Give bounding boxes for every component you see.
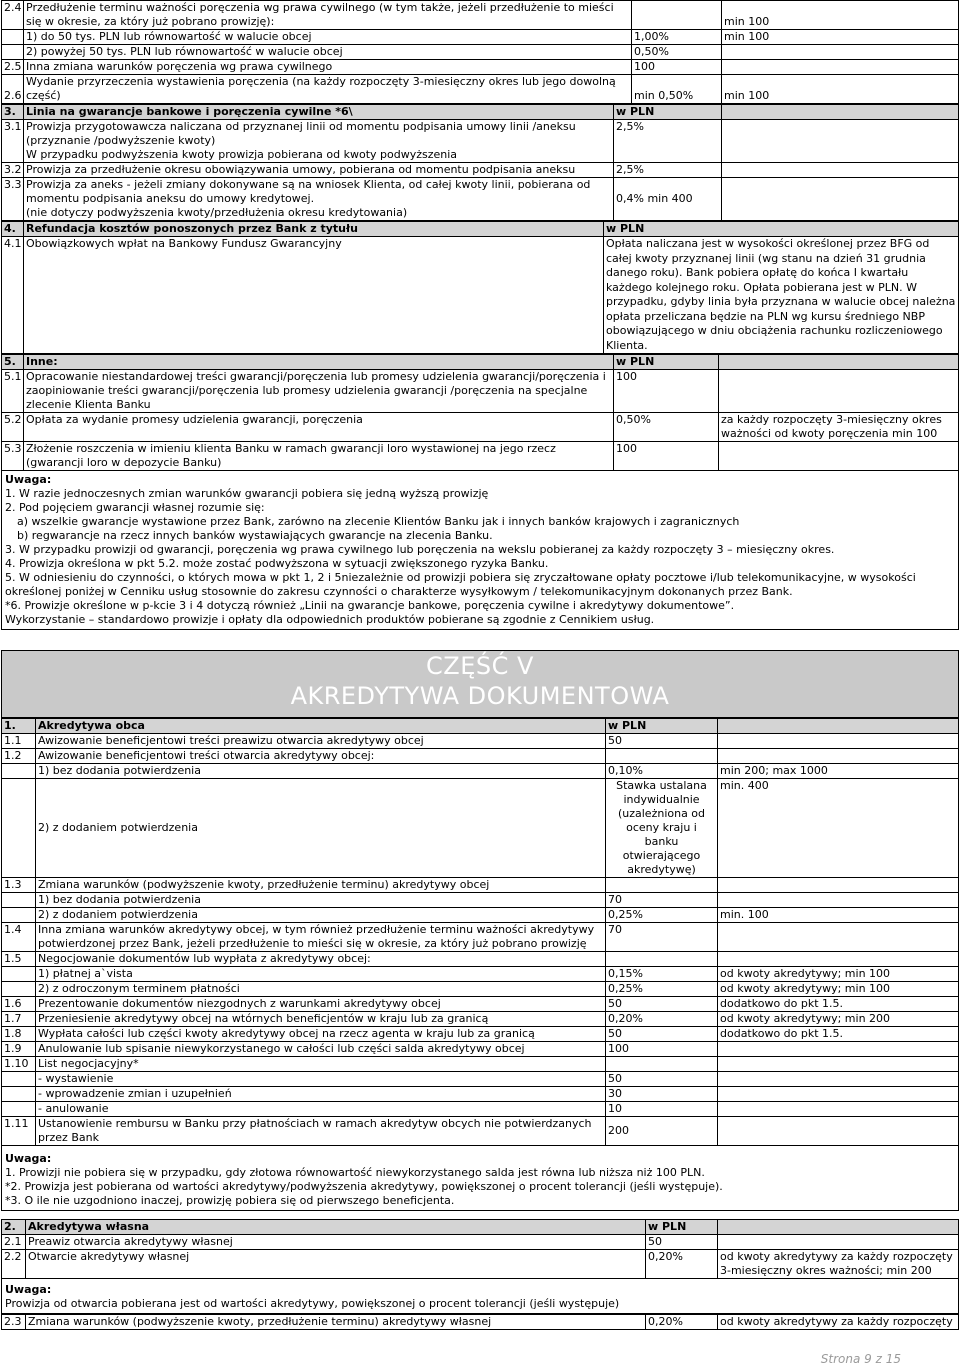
section-number: 5. — [2, 355, 24, 370]
table-row — [2, 982, 959, 997]
row-text: 2) z dodaniem potwierdzenia — [36, 908, 606, 923]
row-text: 1) bez dodania potwierdzenia — [36, 893, 606, 908]
banner-line-2: AKREDYTYWA DOKUMENTOWA — [290, 682, 670, 710]
row-note: dodatkowo do pkt 1.5. — [718, 997, 959, 1012]
row-value: 100 — [614, 370, 719, 413]
row-note — [722, 163, 959, 178]
row-value: 70 — [606, 893, 718, 908]
table-row — [2, 1072, 959, 1087]
row-number: 1.4 — [2, 923, 36, 952]
section-unit: w PLN — [606, 719, 718, 734]
akredytywa-wlasna-last-row — [1, 1314, 959, 1330]
row-value: 2,5% — [614, 120, 722, 163]
table-row — [2, 1012, 959, 1027]
row-text: Ustanowienie rembursu w Banku przy płatnościach w ramach akredytyw obcych nie potwierdzanych przez Bank — [36, 1117, 606, 1146]
row-number — [2, 45, 24, 60]
table-row — [2, 764, 959, 779]
table-row — [2, 893, 959, 908]
fee-table-part-2 — [1, 0, 959, 104]
section-number: 2. — [2, 1220, 26, 1235]
row-text: - wprowadzenie zmian i uzupełnień — [36, 1087, 606, 1102]
akredytywa-obca-table — [1, 718, 959, 1146]
note-line: 2. Pod pojęciem gwarancji własnej rozumie się: — [5, 501, 265, 514]
row-number — [2, 1087, 36, 1102]
row-text: 2) z dodaniem potwierdzenia — [36, 779, 606, 878]
table-row — [2, 178, 959, 221]
row-number: 1.11 — [2, 1117, 36, 1146]
section-title: Refundacja kosztów ponoszonych przez Bank z tytułu — [24, 222, 604, 237]
row-value — [606, 952, 718, 967]
section-unit: w PLN — [614, 105, 722, 120]
table-row — [2, 1027, 959, 1042]
table-row — [2, 413, 959, 442]
row-number: 1.7 — [2, 1012, 36, 1027]
row-value: 50 — [606, 734, 718, 749]
note-line: 4. Prowizja określona w pkt 5.2. może zostać podwyższona w sytuacji zwiększonego ryzyka Banku. — [5, 557, 549, 570]
row-note — [718, 923, 959, 952]
row-value: 0,25% — [606, 908, 718, 923]
row-number: 1.1 — [2, 734, 36, 749]
row-text: Otwarcie akredytywy własnej — [26, 1250, 646, 1279]
row-value: Opłata naliczana jest w wysokości określonej przez BFG od całej kwoty przyznanej linii (wg stanu na dzień 31 grudnia danego roku). Bank pobiera opłatę do końca I kwartału każdego kolejnego roku. Opłata pobierana jest w PLN. W przypadku, gdyby linia była przyznana w walucie obcej należna opłata przeliczana będzie na PLN wg kursu średniego NBP obowiązującego w dniu obciążenia rachunku rozliczeniowego Klienta. — [604, 237, 959, 354]
table-row — [2, 923, 959, 952]
row-value: 70 — [606, 923, 718, 952]
row-text: 1) płatnej a`vista — [36, 967, 606, 982]
row-number: 1.2 — [2, 749, 36, 764]
note-line: *2. Prowizja jest pobierana od wartości akredytywy/podwyższenia akredytywy, powiększonej o procent tolerancji (jeśli występuje). — [5, 1180, 723, 1193]
row-number — [2, 893, 36, 908]
note-line: a) wszelkie gwarancje wystawione przez Bank, zarówno na zlecenie Klientów Banku jak i innych banków krajowych i zagranicznych — [17, 515, 740, 528]
row-value: 0,50% — [632, 45, 722, 60]
row-value: 0,15% — [606, 967, 718, 982]
row-text: 1) bez dodania potwierdzenia — [36, 764, 606, 779]
table-row — [2, 45, 959, 60]
row-value: 0,4% min 400 — [614, 178, 722, 221]
table-row — [2, 1235, 959, 1250]
row-text: Przedłużenie terminu ważności poręczenia wg prawa cywilnego (w tym także, jeżeli przedłużenie to mieści się w okresie, za który już pobrano prowizję): — [24, 1, 632, 30]
section-number: 3. — [2, 105, 24, 120]
row-value: 0,20% — [646, 1315, 718, 1330]
table-row — [2, 908, 959, 923]
table-row — [2, 749, 959, 764]
row-note — [718, 952, 959, 967]
row-note: od kwoty akredytywy; min 100 — [718, 967, 959, 982]
row-text-cell — [24, 163, 614, 178]
row-value: 200 — [606, 1117, 718, 1146]
row-number — [2, 779, 36, 878]
section-4-table — [1, 221, 959, 354]
row-note — [718, 1087, 959, 1102]
note-line: 1. W razie jednoczesnych zmian warunków gwarancji pobiera się jedną wyższą prowizję — [5, 487, 489, 500]
table-row — [2, 120, 959, 163]
row-value — [632, 1, 722, 30]
notes-heading: Uwaga: — [5, 1283, 52, 1296]
section-5-table — [1, 354, 959, 471]
row-text: Zmiana warunków (podwyższenie kwoty, przedłużenie terminu) akredytywy własnej — [26, 1315, 646, 1330]
banner-line-1: CZĘŚĆ V — [426, 652, 534, 680]
row-text: Opłata za wydanie promesy udzielenia gwarancji, poręczenia — [24, 413, 614, 442]
row-number — [2, 1102, 36, 1117]
table-row — [2, 967, 959, 982]
note-line: *3. O ile nie uzgodniono inaczej, prowizję pobiera się od pierwszego beneficjenta. — [5, 1194, 455, 1207]
row-number: 2.2 — [2, 1250, 26, 1279]
table-row — [2, 163, 959, 178]
row-text: List negocjacyjny* — [36, 1057, 606, 1072]
row-number: 5.3 — [2, 442, 24, 471]
row-note — [722, 60, 959, 75]
table-row — [2, 779, 959, 878]
row-value: 0,20% — [606, 1012, 718, 1027]
row-note: od kwoty akredytywy; min 100 — [718, 982, 959, 997]
row-note — [722, 45, 959, 60]
row-text: Zmiana warunków (podwyższenie kwoty, przedłużenie terminu) akredytywy obcej — [36, 878, 606, 893]
table-row — [2, 1087, 959, 1102]
page-footer: Strona 9 z 15 — [820, 1352, 901, 1366]
table-row — [2, 952, 959, 967]
row-note: od kwoty akredytywy za każdy rozpoczęty — [718, 1315, 959, 1330]
table-row — [2, 1102, 959, 1117]
row-note: min 200; max 1000 — [718, 764, 959, 779]
row-number: 2.6 — [2, 75, 24, 104]
row-number — [2, 982, 36, 997]
row-text: Prowizja przygotowawcza naliczana od przyznanej linii od momentu podpisania umowy linii /aneksu (przyznanie /podwyższenie kwoty) — [26, 120, 576, 147]
section-unit: w PLN — [646, 1220, 718, 1235]
table-row — [2, 75, 959, 104]
row-text-extra: (nie dotyczy podwyższenia kwoty/przedłużenia okresu kredytowania) — [26, 206, 408, 219]
notes-block-1 — [1, 471, 959, 630]
row-text: - anulowanie — [36, 1102, 606, 1117]
notes-heading: Uwaga: — [5, 1152, 52, 1165]
row-number: 3.2 — [2, 163, 24, 178]
row-note: dodatkowo do pkt 1.5. — [718, 1027, 959, 1042]
row-value: 0,50% — [614, 413, 719, 442]
row-note — [718, 878, 959, 893]
row-number: 5.2 — [2, 413, 24, 442]
row-text: Awizowanie beneficjentowi treści preawizu otwarcia akredytywy obcej — [36, 734, 606, 749]
row-value — [606, 878, 718, 893]
section-number: 1. — [2, 719, 36, 734]
note-line: 5. W odniesieniu do czynności, o których mowa w pkt 1, 2 i 5niezależnie od prowizji pobiera się zryczałtowane opłaty pocztowe i/lub telekomunikacyjne, w wysokości określonej poniżej w Cenniku usług stosownie do zakresu czynności o charakterze wysyłkowym / telekomunikacyjnym dokonanych przez Bank. — [5, 571, 916, 598]
row-number: 1.10 — [2, 1057, 36, 1072]
row-note — [719, 370, 959, 413]
row-note — [718, 1235, 959, 1250]
note-line: *6. Prowizje określone w p-kcie 3 i 4 dotyczą również „Linii na gwarancje bankowe, poręczenia cywilne i akredytywy dokumentowe”. — [5, 599, 735, 612]
row-value: 30 — [606, 1087, 718, 1102]
row-number: 2.5 — [2, 60, 24, 75]
row-text: Prowizja za przedłużenie okresu obowiązywania umowy, pobierana od momentu podpisania aneksu — [26, 163, 576, 176]
row-text: Anulowanie lub spisanie niewykorzystanego w całości lub części salda akredytywy obcej — [36, 1042, 606, 1057]
row-number: 1.5 — [2, 952, 36, 967]
row-value: 2,5% — [614, 163, 722, 178]
section-title: Akredytywa własna — [26, 1220, 646, 1235]
table-row — [2, 1057, 959, 1072]
row-text: Opracowanie niestandardowej treści gwarancji/poręczenia lub promesy udzielenia gwarancji/poręczenia i zaopiniowanie treści gwarancji/poręczenia lub promesy udzielenia gwarancji /poręczenia na specjalne zlecenie Klienta Banku — [24, 370, 614, 413]
row-note — [722, 120, 959, 163]
row-text-cell — [24, 178, 614, 221]
row-note: min. 400 — [718, 779, 959, 878]
table-row — [2, 1117, 959, 1146]
table-row — [2, 997, 959, 1012]
row-text-extra: W przypadku podwyższenia kwoty prowizja pobierana od kwoty podwyższenia — [26, 148, 458, 161]
table-row — [2, 878, 959, 893]
section-title: Akredytywa obca — [36, 719, 606, 734]
row-value: 0,20% — [646, 1250, 718, 1279]
table-row — [2, 1042, 959, 1057]
row-text: 2) powyżej 50 tys. PLN lub równowartość w walucie obcej — [24, 45, 632, 60]
row-note: min 100 — [722, 30, 959, 45]
row-number — [2, 764, 36, 779]
row-note: min. 100 — [718, 908, 959, 923]
section-unit: w PLN — [614, 355, 719, 370]
row-note — [718, 749, 959, 764]
row-number: 2.4 — [2, 1, 24, 30]
row-number: 4.1 — [2, 237, 24, 354]
row-number: 1.3 — [2, 878, 36, 893]
row-value: 1,00% — [632, 30, 722, 45]
row-note — [718, 1117, 959, 1146]
row-number — [2, 967, 36, 982]
section-3-table — [1, 104, 959, 221]
row-text: Przeniesienie akredytywy obcej na wtórnych beneficjentów w kraju lub za granicą — [36, 1012, 606, 1027]
note-line: 1. Prowizji nie pobiera się w przypadku, gdy złotowa równowartość niewykorzystanego salda jest równa lub niższa niż 100 PLN. — [5, 1166, 705, 1179]
row-number: 1.6 — [2, 997, 36, 1012]
table-row — [2, 60, 959, 75]
row-note: min 100 — [722, 75, 959, 104]
row-number — [2, 1072, 36, 1087]
table-row — [2, 1315, 959, 1330]
row-text: Wydanie przyrzeczenia wystawienia poręczenia (na każdy rozpoczęty 3-miesięczny okres lub jego dowolną część) — [24, 75, 632, 104]
row-note — [722, 178, 959, 221]
row-note — [718, 734, 959, 749]
row-text: Inna zmiana warunków poręczenia wg prawa cywilnego — [24, 60, 632, 75]
row-number: 5.1 — [2, 370, 24, 413]
row-value: Stawka ustalana indywidualnie (uzależniona od oceny kraju i banku otwierającego akredytywę) — [606, 779, 718, 878]
row-text: Awizowanie beneficjentowi treści otwarcia akredytywy obcej: — [36, 749, 606, 764]
row-note — [719, 442, 959, 471]
row-text: Wypłata całości lub części kwoty akredytywy obcej na rzecz agenta w kraju lub za granicą — [36, 1027, 606, 1042]
row-number — [2, 908, 36, 923]
row-value: 100 — [632, 60, 722, 75]
table-row — [2, 1, 959, 30]
table-row — [2, 442, 959, 471]
document-page — [1, 0, 959, 1366]
row-value: 50 — [646, 1235, 718, 1250]
table-row — [2, 30, 959, 45]
row-number: 2.1 — [2, 1235, 26, 1250]
table-row — [2, 1250, 959, 1279]
row-value — [606, 1057, 718, 1072]
row-value: 10 — [606, 1102, 718, 1117]
row-text: Prowizja za aneks - jeżeli zmiany dokonywane są na wniosek Klienta, od całej kwoty linii, pobierana od momentu podpisania aneksu do umowy kredytowej. — [26, 178, 591, 205]
row-note: od kwoty akredytywy za każdy rozpoczęty 3-miesięczny okres ważności; min 200 — [718, 1250, 959, 1279]
note-line: b) regwarancje na rzecz innych banków wystawiających gwarancje na zlecenia Banku. — [17, 529, 493, 542]
note-line: Prowizja od otwarcia pobierana jest od wartości akredytywy, powiększonej o procent tolerancji (jeśli występuje) — [5, 1297, 620, 1310]
row-number: 1.8 — [2, 1027, 36, 1042]
section-title: Linia na gwarancje bankowe i poręczenia cywilne *6\ — [24, 105, 614, 120]
row-value: 50 — [606, 997, 718, 1012]
row-text: Obowiązkowych wpłat na Bankowy Fundusz Gwarancyjny — [24, 237, 604, 354]
section-number: 4. — [2, 222, 24, 237]
row-text: 2) z odroczonym terminem płatności — [36, 982, 606, 997]
note-line: Wykorzystanie – standardowo prowizje i opłaty dla odpowiednich produktów pobierane są zgodnie z Cennikiem usług. — [5, 613, 655, 626]
row-text: Inna zmiana warunków akredytywy obcej, w tym również przedłużenie terminu ważności akredytywy potwierdzonej przez Bank, jeżeli przedłużenie to mieści się w okresie, za który już pobrano prowizję — [36, 923, 606, 952]
row-text: 1) do 50 tys. PLN lub równowartość w walucie obcej — [24, 30, 632, 45]
row-number — [2, 30, 24, 45]
note-line: 3. W przypadku prowizji od gwarancji, poręczenia wg prawa cywilnego lub poręczenia na wekslu pobieranej za każdy rozpoczęty 3 – miesięczny okres. — [5, 543, 835, 556]
row-value: 100 — [614, 442, 719, 471]
section-title: Inne: — [24, 355, 614, 370]
row-value: 0,25% — [606, 982, 718, 997]
row-value: min 0,50% — [632, 75, 722, 104]
row-text: Złożenie roszczenia w imieniu klienta Banku w ramach gwarancji loro wystawionej na jego rzecz (gwarancji loro w depozycie Banku) — [24, 442, 614, 471]
row-note: min 100 — [722, 1, 959, 30]
row-note: za każdy rozpoczęty 3-miesięczny okres ważności od kwoty poręczenia min 100 — [719, 413, 959, 442]
row-note — [718, 1102, 959, 1117]
row-text: Negocjowanie dokumentów lub wypłata z akredytywy obcej: — [36, 952, 606, 967]
row-note — [718, 893, 959, 908]
notes-block-2 — [1, 1146, 959, 1211]
row-value: 50 — [606, 1072, 718, 1087]
part-v-banner — [1, 650, 959, 718]
row-number: 2.3 — [2, 1315, 26, 1330]
row-note — [718, 1072, 959, 1087]
table-row — [2, 370, 959, 413]
row-note: od kwoty akredytywy; min 200 — [718, 1012, 959, 1027]
table-row — [2, 734, 959, 749]
row-number: 1.9 — [2, 1042, 36, 1057]
section-unit: w PLN — [604, 222, 959, 237]
row-value: 0,10% — [606, 764, 718, 779]
row-value — [606, 749, 718, 764]
row-text: Preawiz otwarcia akredytywy własnej — [26, 1235, 646, 1250]
notes-block-3 — [1, 1279, 959, 1314]
row-value: 50 — [606, 1027, 718, 1042]
akredytywa-wlasna-table — [1, 1219, 959, 1279]
row-note — [718, 1042, 959, 1057]
row-number: 3.3 — [2, 178, 24, 221]
row-value: 100 — [606, 1042, 718, 1057]
table-row — [2, 237, 959, 354]
row-text-cell — [24, 120, 614, 163]
row-text: Prezentowanie dokumentów niezgodnych z warunkami akredytywy obcej — [36, 997, 606, 1012]
row-number: 3.1 — [2, 120, 24, 163]
notes-heading: Uwaga: — [5, 473, 52, 486]
row-note — [718, 1057, 959, 1072]
row-text: - wystawienie — [36, 1072, 606, 1087]
